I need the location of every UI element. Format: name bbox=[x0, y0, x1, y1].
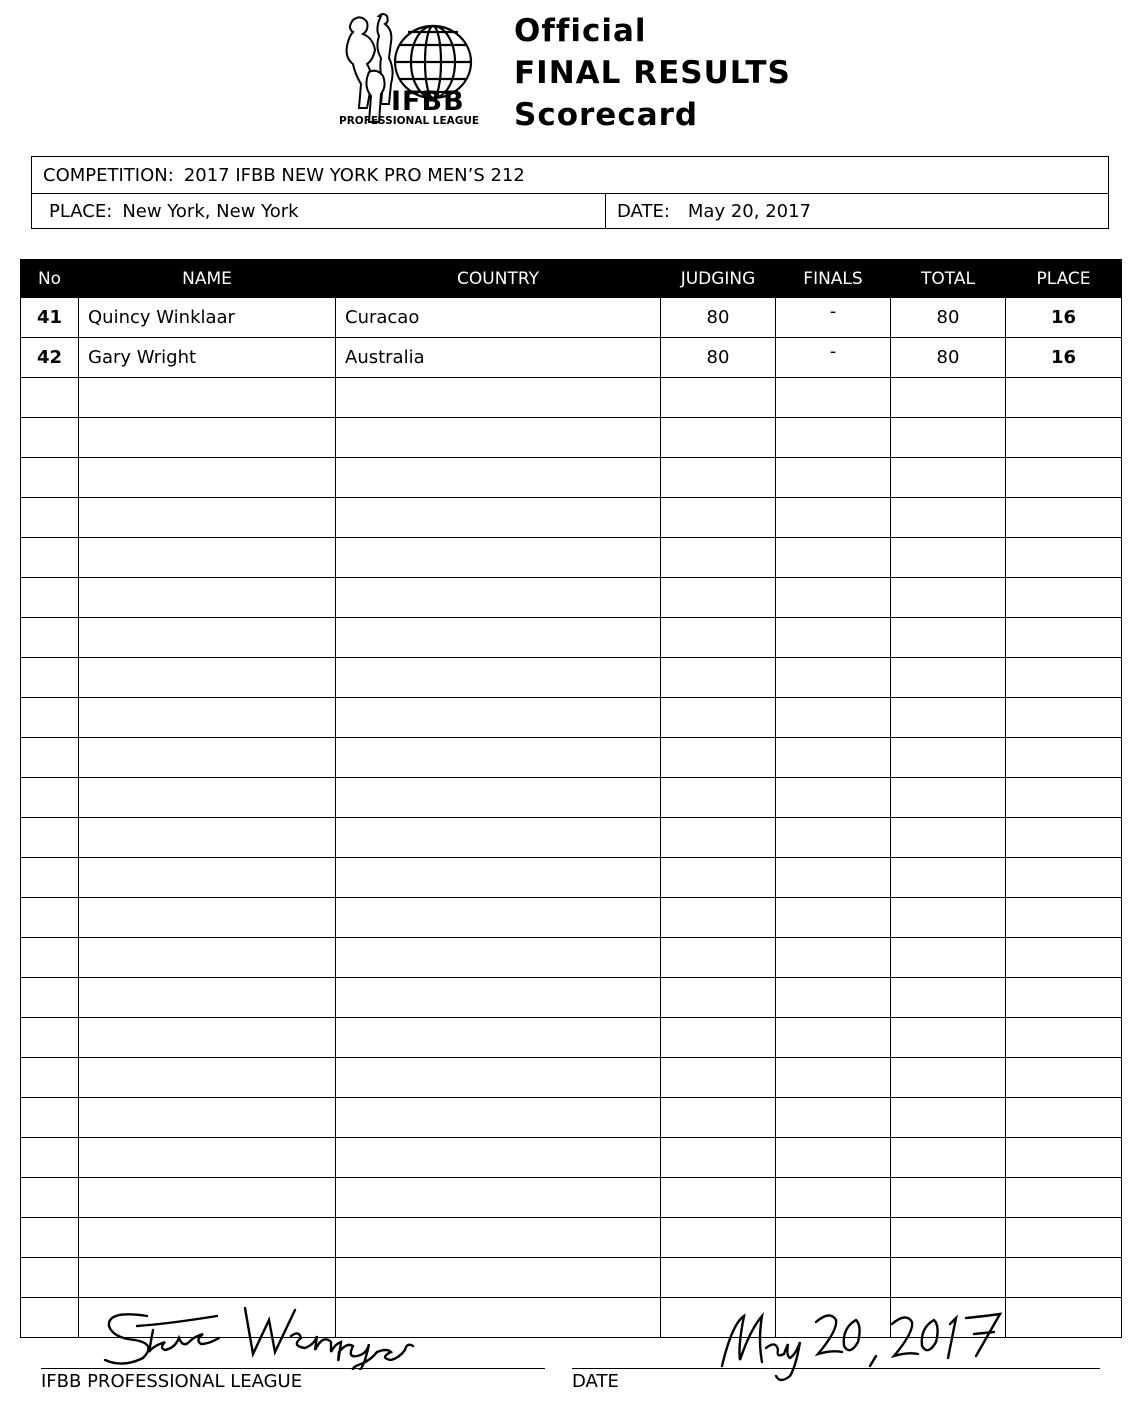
cell-no: 42 bbox=[21, 338, 79, 378]
cell-judging bbox=[661, 1178, 776, 1218]
cell-place bbox=[1006, 1018, 1122, 1058]
cell-judging bbox=[661, 418, 776, 458]
cell-judging bbox=[661, 618, 776, 658]
table-row bbox=[21, 1138, 1122, 1178]
cell-total bbox=[891, 1018, 1006, 1058]
cell-name bbox=[79, 658, 336, 698]
cell-country bbox=[336, 1098, 661, 1138]
cell-judging bbox=[661, 1058, 776, 1098]
cell-country bbox=[336, 898, 661, 938]
cell-finals bbox=[776, 978, 891, 1018]
cell-total: 80 bbox=[891, 338, 1006, 378]
table-row bbox=[21, 898, 1122, 938]
date-label: DATE: bbox=[617, 201, 670, 222]
cell-name bbox=[79, 378, 336, 418]
cell-place bbox=[1006, 378, 1122, 418]
cell-name bbox=[79, 1218, 336, 1258]
date-label-bottom: DATE bbox=[572, 1371, 619, 1392]
place-value: New York, New York bbox=[122, 201, 299, 222]
title-line-2: FINAL RESULTS bbox=[514, 55, 791, 91]
competition-label: COMPETITION: bbox=[43, 165, 174, 186]
cell-judging bbox=[661, 938, 776, 978]
cell-country bbox=[336, 698, 661, 738]
cell-place bbox=[1006, 938, 1122, 978]
table-row bbox=[21, 1058, 1122, 1098]
cell-judging: 80 bbox=[661, 338, 776, 378]
cell-place bbox=[1006, 1178, 1122, 1218]
table-row bbox=[21, 378, 1122, 418]
cell-country bbox=[336, 1258, 661, 1298]
table-row bbox=[21, 1098, 1122, 1138]
cell-total bbox=[891, 658, 1006, 698]
cell-finals bbox=[776, 538, 891, 578]
cell-no bbox=[21, 618, 79, 658]
table-row bbox=[21, 338, 1122, 378]
cell-total bbox=[891, 538, 1006, 578]
cell-country bbox=[336, 738, 661, 778]
cell-place bbox=[1006, 1138, 1122, 1178]
title-line-1: Official bbox=[514, 13, 647, 49]
cell-total bbox=[891, 1138, 1006, 1178]
cell-country bbox=[336, 618, 661, 658]
cell-country bbox=[336, 1018, 661, 1058]
cell-place bbox=[1006, 818, 1122, 858]
cell-total bbox=[891, 1098, 1006, 1138]
table-row bbox=[21, 578, 1122, 618]
cell-name bbox=[79, 778, 336, 818]
table-row bbox=[21, 1178, 1122, 1218]
cell-country bbox=[336, 1178, 661, 1218]
cell-name bbox=[79, 1178, 336, 1218]
cell-total bbox=[891, 1258, 1006, 1298]
cell-place bbox=[1006, 1298, 1122, 1338]
cell-country bbox=[336, 538, 661, 578]
cell-judging: 80 bbox=[661, 298, 776, 338]
cell-finals bbox=[776, 1018, 891, 1058]
col-header-no: No bbox=[21, 260, 79, 298]
cell-country bbox=[336, 858, 661, 898]
cell-country bbox=[336, 658, 661, 698]
cell-place bbox=[1006, 1058, 1122, 1098]
cell-judging bbox=[661, 498, 776, 538]
cell-country bbox=[336, 1138, 661, 1178]
cell-country: Australia bbox=[336, 338, 661, 378]
cell-finals bbox=[776, 618, 891, 658]
cell-name bbox=[79, 818, 336, 858]
table-row bbox=[21, 1258, 1122, 1298]
cell-name: Gary Wright bbox=[79, 338, 336, 378]
cell-total bbox=[891, 418, 1006, 458]
cell-country bbox=[336, 1058, 661, 1098]
cell-place bbox=[1006, 618, 1122, 658]
cell-total bbox=[891, 378, 1006, 418]
cell-total bbox=[891, 458, 1006, 498]
cell-judging bbox=[661, 1098, 776, 1138]
cell-finals bbox=[776, 698, 891, 738]
cell-judging bbox=[661, 698, 776, 738]
cell-country bbox=[336, 978, 661, 1018]
cell-no bbox=[21, 818, 79, 858]
cell-place bbox=[1006, 418, 1122, 458]
cell-no bbox=[21, 538, 79, 578]
competition-value: 2017 IFBB NEW YORK PRO MEN’S 212 bbox=[183, 165, 525, 186]
cell-name bbox=[79, 1138, 336, 1178]
cell-no bbox=[21, 978, 79, 1018]
place-label: PLACE: bbox=[49, 201, 113, 222]
cell-finals bbox=[776, 1058, 891, 1098]
cell-name bbox=[79, 1058, 336, 1098]
cell-no bbox=[21, 1018, 79, 1058]
col-header-finals: FINALS bbox=[776, 260, 891, 298]
cell-country bbox=[336, 378, 661, 418]
cell-place bbox=[1006, 658, 1122, 698]
cell-country bbox=[336, 938, 661, 978]
cell-total bbox=[891, 738, 1006, 778]
cell-no bbox=[21, 1258, 79, 1298]
table-row bbox=[21, 738, 1122, 778]
ifbb-logo bbox=[333, 12, 498, 130]
cell-country bbox=[336, 578, 661, 618]
cell-country bbox=[336, 418, 661, 458]
col-header-place: PLACE bbox=[1006, 260, 1122, 298]
cell-no bbox=[21, 378, 79, 418]
cell-judging bbox=[661, 378, 776, 418]
cell-country bbox=[336, 1218, 661, 1258]
cell-judging bbox=[661, 978, 776, 1018]
cell-place bbox=[1006, 778, 1122, 818]
cell-place bbox=[1006, 698, 1122, 738]
cell-total bbox=[891, 1218, 1006, 1258]
cell-judging bbox=[661, 1018, 776, 1058]
date-signature bbox=[712, 1308, 1012, 1388]
cell-place bbox=[1006, 578, 1122, 618]
cell-total bbox=[891, 1058, 1006, 1098]
table-row bbox=[21, 778, 1122, 818]
cell-name bbox=[79, 978, 336, 1018]
cell-finals bbox=[776, 378, 891, 418]
cell-no bbox=[21, 658, 79, 698]
cell-place: 16 bbox=[1006, 298, 1122, 338]
cell-total bbox=[891, 898, 1006, 938]
cell-judging bbox=[661, 458, 776, 498]
cell-finals bbox=[776, 578, 891, 618]
cell-place bbox=[1006, 978, 1122, 1018]
table-header-row bbox=[21, 260, 1122, 298]
cell-finals bbox=[776, 1138, 891, 1178]
table-row bbox=[21, 538, 1122, 578]
cell-name bbox=[79, 1258, 336, 1298]
date-value: May 20, 2017 bbox=[687, 201, 811, 222]
cell-place bbox=[1006, 1098, 1122, 1138]
cell-name bbox=[79, 1098, 336, 1138]
cell-name bbox=[79, 858, 336, 898]
cell-finals bbox=[776, 818, 891, 858]
cell-country: Curacao bbox=[336, 298, 661, 338]
cell-name bbox=[79, 1018, 336, 1058]
table-row bbox=[21, 818, 1122, 858]
table-row bbox=[21, 658, 1122, 698]
place-field bbox=[49, 201, 299, 223]
cell-no bbox=[21, 498, 79, 538]
cell-place bbox=[1006, 538, 1122, 578]
place-date-row bbox=[32, 194, 1108, 229]
table-row bbox=[21, 1218, 1122, 1258]
cell-judging bbox=[661, 1218, 776, 1258]
cell-finals bbox=[776, 1218, 891, 1258]
cell-no bbox=[21, 1058, 79, 1098]
cell-no bbox=[21, 458, 79, 498]
cell-place bbox=[1006, 738, 1122, 778]
competition-field bbox=[43, 165, 525, 187]
results-body bbox=[21, 298, 1122, 1338]
cell-finals bbox=[776, 458, 891, 498]
cell-judging bbox=[661, 858, 776, 898]
col-header-judging: JUDGING bbox=[661, 260, 776, 298]
col-header-name: NAME bbox=[79, 260, 336, 298]
col-header-country: COUNTRY bbox=[336, 260, 661, 298]
cell-total bbox=[891, 498, 1006, 538]
logo-text: IFBB bbox=[391, 86, 465, 117]
cell-judging bbox=[661, 778, 776, 818]
cell-name bbox=[79, 418, 336, 458]
cell-place bbox=[1006, 858, 1122, 898]
date-field bbox=[617, 201, 811, 223]
cell-name bbox=[79, 498, 336, 538]
cell-place bbox=[1006, 498, 1122, 538]
cell-total bbox=[891, 618, 1006, 658]
title-line-3: Scorecard bbox=[514, 97, 699, 133]
cell-judging bbox=[661, 1138, 776, 1178]
cell-place bbox=[1006, 1218, 1122, 1258]
cell-country bbox=[336, 778, 661, 818]
table-row bbox=[21, 418, 1122, 458]
cell-no: 41 bbox=[21, 298, 79, 338]
cell-name bbox=[79, 458, 336, 498]
cell-name: Quincy Winklaar bbox=[79, 298, 336, 338]
cell-no bbox=[21, 858, 79, 898]
cell-judging bbox=[661, 1258, 776, 1298]
competition-row bbox=[32, 157, 1108, 194]
cell-total bbox=[891, 938, 1006, 978]
cell-total bbox=[891, 578, 1006, 618]
col-header-total: TOTAL bbox=[891, 260, 1006, 298]
table-row bbox=[21, 978, 1122, 1018]
table-row bbox=[21, 1018, 1122, 1058]
cell-no bbox=[21, 898, 79, 938]
cell-judging bbox=[661, 738, 776, 778]
cell-total bbox=[891, 1178, 1006, 1218]
cell-judging bbox=[661, 898, 776, 938]
official-signature-line bbox=[41, 1368, 545, 1369]
table-row bbox=[21, 618, 1122, 658]
cell-finals bbox=[776, 418, 891, 458]
official-label: IFBB PROFESSIONAL LEAGUE bbox=[41, 1371, 303, 1392]
cell-finals bbox=[776, 1178, 891, 1218]
cell-name bbox=[79, 738, 336, 778]
cell-place bbox=[1006, 458, 1122, 498]
cell-total: 80 bbox=[891, 298, 1006, 338]
cell-finals bbox=[776, 1098, 891, 1138]
cell-country bbox=[336, 458, 661, 498]
info-divider bbox=[605, 194, 606, 229]
cell-no bbox=[21, 1138, 79, 1178]
cell-judging bbox=[661, 818, 776, 858]
cell-name bbox=[79, 618, 336, 658]
cell-name bbox=[79, 578, 336, 618]
cell-finals: - bbox=[776, 338, 891, 378]
cell-country bbox=[336, 498, 661, 538]
cell-name bbox=[79, 938, 336, 978]
date-signature-line bbox=[572, 1368, 1100, 1369]
scorecard-title bbox=[514, 10, 791, 136]
logo-subtext: PROFESSIONAL LEAGUE bbox=[339, 115, 480, 127]
table-row bbox=[21, 458, 1122, 498]
cell-judging bbox=[661, 578, 776, 618]
cell-total bbox=[891, 858, 1006, 898]
cell-finals bbox=[776, 658, 891, 698]
cell-finals bbox=[776, 778, 891, 818]
cell-name bbox=[79, 538, 336, 578]
table-row bbox=[21, 298, 1122, 338]
cell-name bbox=[79, 698, 336, 738]
cell-no bbox=[21, 1178, 79, 1218]
cell-finals: - bbox=[776, 298, 891, 338]
cell-finals bbox=[776, 858, 891, 898]
cell-total bbox=[891, 698, 1006, 738]
cell-no bbox=[21, 1098, 79, 1138]
table-row bbox=[21, 858, 1122, 898]
cell-judging bbox=[661, 658, 776, 698]
cell-total bbox=[891, 818, 1006, 858]
cell-judging bbox=[661, 538, 776, 578]
table-row bbox=[21, 698, 1122, 738]
cell-total bbox=[891, 978, 1006, 1018]
official-signature bbox=[95, 1302, 435, 1370]
cell-no bbox=[21, 1298, 79, 1338]
cell-finals bbox=[776, 1258, 891, 1298]
cell-no bbox=[21, 578, 79, 618]
table-row bbox=[21, 938, 1122, 978]
cell-country bbox=[336, 818, 661, 858]
cell-no bbox=[21, 738, 79, 778]
cell-no bbox=[21, 778, 79, 818]
cell-place bbox=[1006, 1258, 1122, 1298]
cell-finals bbox=[776, 898, 891, 938]
competition-info-box bbox=[31, 156, 1109, 229]
cell-name bbox=[79, 898, 336, 938]
cell-finals bbox=[776, 938, 891, 978]
table-row bbox=[21, 498, 1122, 538]
cell-place bbox=[1006, 898, 1122, 938]
cell-place: 16 bbox=[1006, 338, 1122, 378]
cell-no bbox=[21, 698, 79, 738]
cell-total bbox=[891, 778, 1006, 818]
cell-no bbox=[21, 1218, 79, 1258]
results-table bbox=[20, 259, 1122, 1338]
cell-finals bbox=[776, 498, 891, 538]
cell-no bbox=[21, 938, 79, 978]
cell-finals bbox=[776, 738, 891, 778]
cell-no bbox=[21, 418, 79, 458]
